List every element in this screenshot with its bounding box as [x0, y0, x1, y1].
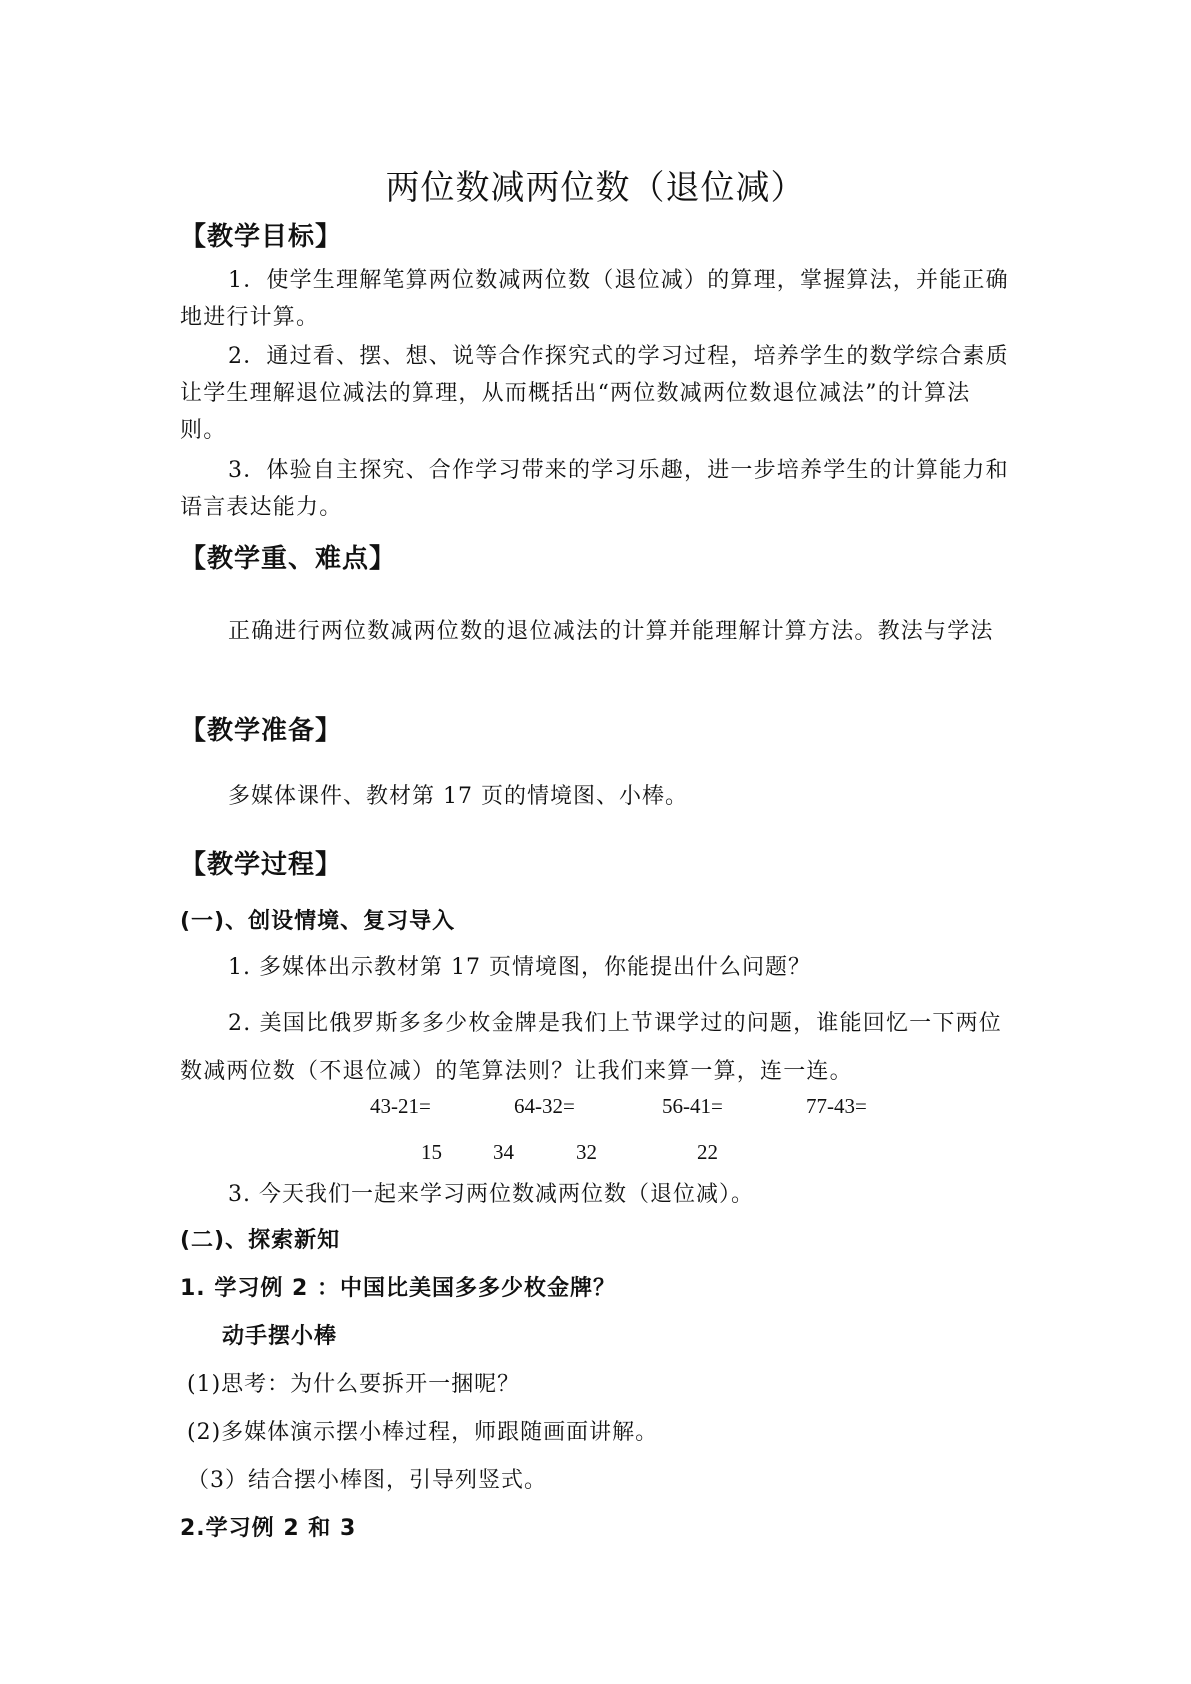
answer-3: 32 — [576, 1140, 597, 1164]
key-points-heading: 【教学重、难点】 — [180, 544, 397, 574]
part1-title: (一)、创设情境、复习导入 — [180, 909, 456, 934]
answer-4: 22 — [697, 1140, 718, 1164]
preparation-heading: 【教学准备】 — [180, 716, 343, 746]
part1-item-3: 3. 今天我们一起来学习两位数减两位数（退位减）。 — [228, 1182, 754, 1207]
activity-label: 动手摆小棒 — [222, 1324, 338, 1349]
part1-item-1: 1. 多媒体出示教材第 17 页情境图，你能提出什么问题？ — [228, 955, 811, 980]
answer-1: 15 — [421, 1140, 442, 1164]
step-1: (1)思考：为什么要拆开一捆呢？ — [187, 1372, 521, 1397]
objectives-heading: 【教学目标】 — [180, 222, 343, 252]
step-2: (2)多媒体演示摆小棒过程，师跟随画面讲解。 — [187, 1420, 659, 1445]
answer-2: 34 — [493, 1140, 514, 1164]
preparation-text: 多媒体课件、教材第 17 页的情境图、小棒。 — [228, 784, 688, 809]
equation-4: 77-43= — [806, 1094, 867, 1118]
example1-title: 1. 学习例 2 ：中国比美国多多少枚金牌？ — [180, 1276, 616, 1301]
part1-item-2: 2. 美国比俄罗斯多多少枚金牌是我们上节课学过的问题，谁能回忆一下两位数减两位数（不退位减）的笔算法则？让我们来算一算，连一连。 — [180, 1011, 1002, 1084]
document-title: 两位数减两位数（退位减） — [385, 168, 806, 208]
part2-title: (二)、探索新知 — [180, 1228, 341, 1253]
step-3: （3）结合摆小棒图，引导列竖式。 — [187, 1468, 547, 1493]
equation-2: 64-32= — [514, 1094, 575, 1118]
equation-3: 56-41= — [662, 1094, 723, 1118]
process-heading: 【教学过程】 — [180, 850, 343, 880]
objective-item-3: 3．体验自主探究、合作学习带来的学习乐趣，进一步培养学生的计算能力和语言表达能力。 — [180, 458, 1009, 520]
key-points-text: 正确进行两位数减两位数的退位减法的计算并能理解计算方法。教法与学法 — [228, 619, 994, 644]
objective-item-2: 2．通过看、摆、想、说等合作探究式的学习过程，培养学生的数学综合素质让学生理解退位减法的算理，从而概括出“两位数减两位数退位减法”的计算法则。 — [180, 344, 1009, 443]
example2-title: 2.学习例 2 和 3 — [180, 1516, 357, 1541]
objective-item-1: 1．使学生理解笔算两位数减两位数（退位减）的算理，掌握算法，并能正确地进行计算。 — [180, 268, 1009, 330]
equation-1: 43-21= — [370, 1094, 431, 1118]
